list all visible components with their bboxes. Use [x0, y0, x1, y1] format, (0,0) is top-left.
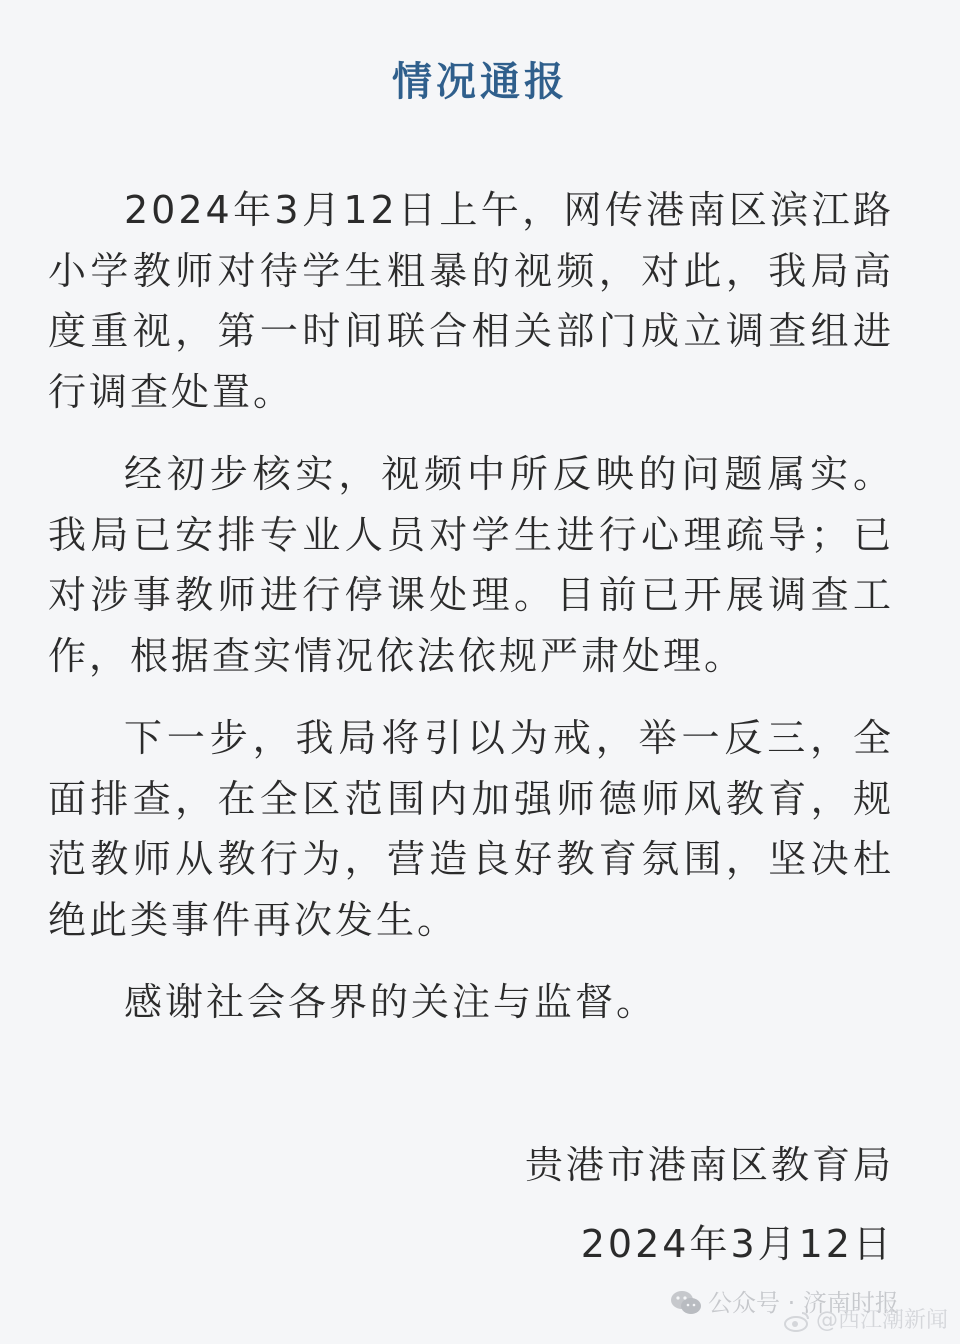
paragraph-4: 感谢社会各界的关注与监督。	[124, 980, 658, 1024]
paragraph-2: 经初步核实，视频中所反映的问题属实。我局已安排专业人员对学生进行心理疏导；已对涉事教师进行停课处理。目前已开展调查工作，根据查实情况依法依规严肃处理。	[48, 452, 894, 678]
issuer-signature: 贵港市港南区教育局	[524, 1143, 894, 1187]
notice-title: 情况通报	[392, 59, 568, 105]
weibo-watermark	[784, 1306, 948, 1336]
weibo-icon	[784, 1310, 810, 1332]
wechat-icon	[670, 1289, 702, 1317]
weibo-watermark-label: @西江潮新闻	[815, 1308, 948, 1333]
paragraph-1: 2024年3月12日上午，网传港南区滨江路小学教师对待学生粗暴的视频，对此，我局高度重视，第一时间联合相关部门成立调查组进行调查处置。	[48, 188, 894, 414]
wechat-watermark-label: 公众号 · 济南时报	[708, 1289, 899, 1317]
notice-body	[48, 180, 894, 1055]
paragraph-3: 下一步，我局将引以为戒，举一反三，全面排查，在全区范围内加强师德师风教育，规范教师从教行为，营造良好教育氛围，坚决杜绝此类事件再次发生。	[48, 716, 894, 942]
issue-date: 2024年3月12日	[580, 1222, 894, 1266]
